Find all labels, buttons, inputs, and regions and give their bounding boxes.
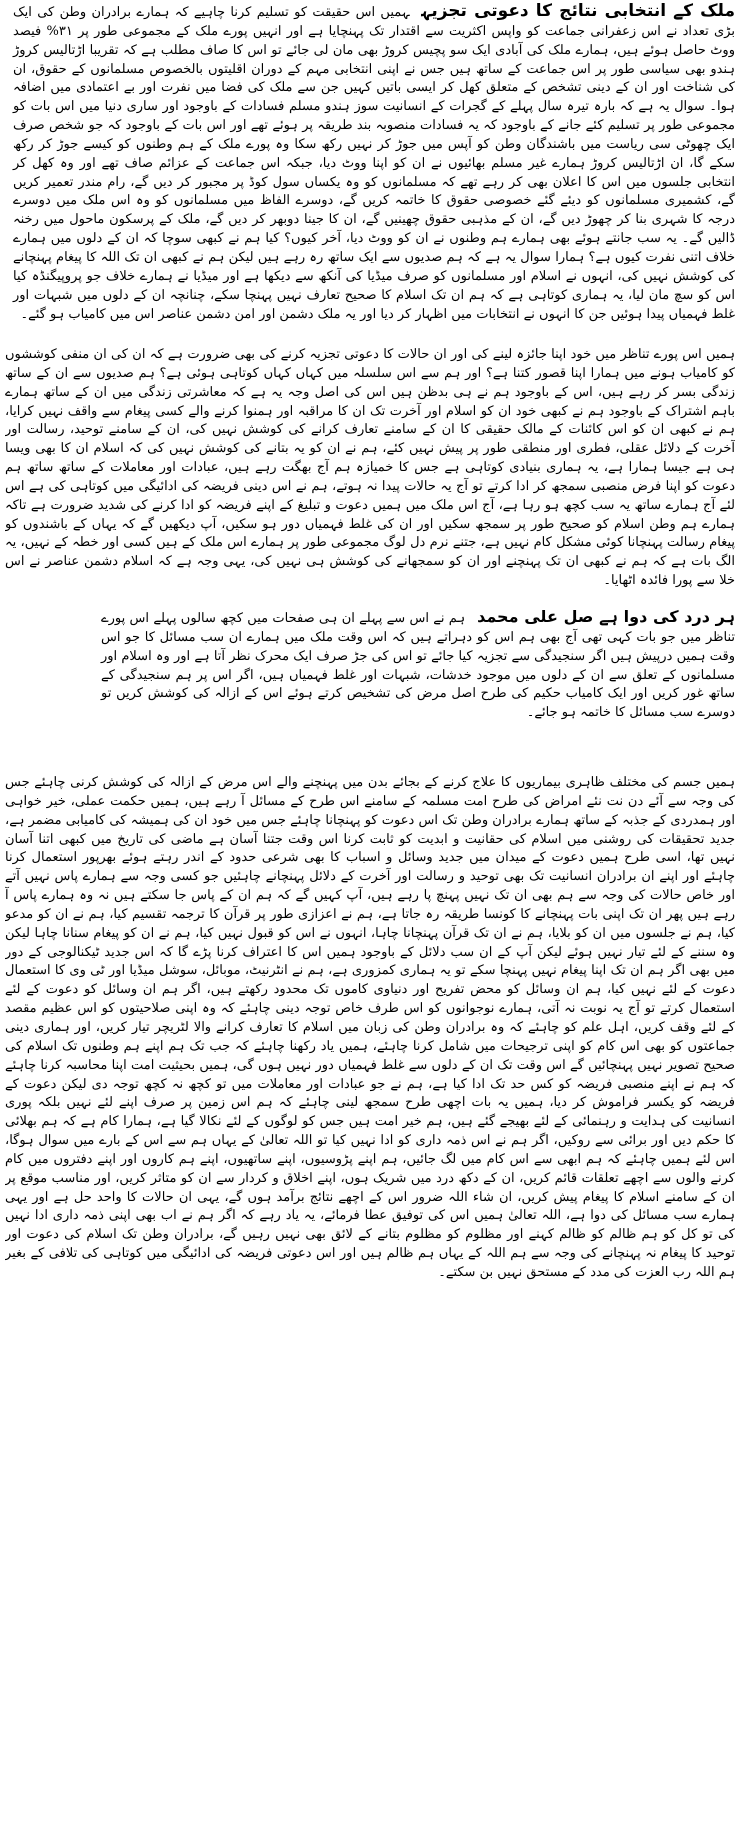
article-lead-section — [5, 2, 735, 342]
fourth-section — [5, 774, 735, 1824]
sub-headline: ہر درد کی دوا ہے صل علی محمد — [477, 608, 735, 626]
fourth-paragraph: ہمیں جسم کی مختلف ظاہری بیماریوں کا علاج کرنے کے بجائے بدن میں پہنچنے والے اس مرض کے ازالہ کی کوشش کرنی چاہئے جس کی وجہ سے آئے دن نت نئے امراض کی طرح امت مسلمہ کے سامنے اس طرح کے مسائل آ رہے ہیں، ہمیں حکمت عملی، خیر خواہی اور ہمدردی کے جذبہ کے ساتھ ہمارے برادران وطن تک اس دعوت کو پہنچانا چاہئے جس میں خود ان کی ہمیشہ کی کامیابی مضمر ہے، جدید تحقیقات کی روشنی میں اسلام کی حقانیت و ابدیت کو ثابت کرنا اس وقت جتنا آسان ہے ماضی کی تاریخ میں کبھی اتنا آسان نہیں تھا، اسی طرح ہمیں دعوت کے میدان میں جدید وسائل و اسباب کا بھی شرعی حدود کے اندر رہتے ہوئے بھرپور استعمال کرنا چاہئے اور اپنے ان برادران انسانیت تک بھی توحید و رسالت اور آخرت کے دلائل پہنچانے چاہئیں جو کسی وجہ سے ہمارے پاس نہیں آتے اور خاص حالات کی وجہ سے ہم بھی ان تک نہیں پہنچ پا رہے ہیں، آپ کہیں گے کہ ہم ان کے پاس جا سکتے ہیں نہ وہ ہمارے پاس آ رہے ہیں پھر ان تک اپنی بات پہنچانے کا کونسا طریقہ رہ جاتا ہے، ہم نے اعزازی طور پر قرآن کا ترجمہ تقسیم کیا، ہم نے ان کو مدعو کیا، ہم نے جلسوں میں ان کو بلایا، ہم نے ان تک قرآن پہنچانا چاہا، انہوں نے اس کو قبول نہیں کیا، ہم نے ان کو پیغام سنانا چاہا لیکن وہ سننے کے لئے تیار نہیں ہوئے لیکن آپ کے ان سب دلائل کے باوجود ہمیں اس کا اعتراف کرنا پڑے گا کہ اس جدید ٹیکنالوجی کے دور میں بھی اگر ہم ان تک اپنا پیغام نہیں پہنچا سکے تو یہ ہماری کمزوری ہے، ہم نے انٹرنیٹ، موبائل، سوشل میڈیا اور ٹی وی کا استعمال دعوت کے لئے نہیں کیا، ہم ان وسائل کو محض تفریح اور دنیاوی کاموں تک محدود رکھتے ہیں، اگر ہم ان وسائل کو دعوت کے لئے استعمال کرتے تو آج یہ نوبت نہ آتی، ہمارے نوجوانوں کو اس طرف خاص توجہ دینی چاہئے کہ وہ اپنی صلاحیتوں کو اس عظیم مقصد کے لئے وقف کریں، اہل علم کو چاہئے کہ وہ برادران وطن کی زبان میں اسلام کا تعارف کرانے والا لٹریچر تیار کریں، اور ہماری دینی جماعتوں کو بھی اس کام کو اپنی ترجیحات میں شامل کرنا چاہئے، ہمیں یاد رکھنا چاہئے کہ جب تک ہم اپنے ہم وطنوں تک اسلام کی صحیح تصویر نہیں پہنچائیں گے اس وقت تک ان کے دلوں سے غلط فہمیاں دور نہیں ہوں گی، ہمیں بحیثیت امت اپنا محاسبہ کرنا چاہئے کہ ہم نے اپنے منصبی فریضہ کو کس حد تک ادا کیا ہے، ہم نے جو عبادات اور معاملات میں تو کچھ نہ کچھ توجہ دی لیکن دعوت کے فریضہ کو یکسر فراموش کر دیا، ہمیں یہ بات اچھی طرح سمجھ لینی چاہئے کہ ہم اس زمین پر صرف اپنے لئے نہیں بلکہ پوری انسانیت کی ہدایت و رہنمائی کے لئے بھیجے گئے ہیں، ہم خیر امت ہیں جس کو لوگوں کے لئے نکالا گیا ہے، ہمارا کام ہے کہ ہم بھلائی کا حکم دیں اور برائی سے روکیں، اگر ہم نے اس ذمہ داری کو ادا نہیں کیا تو اللہ تعالیٰ کے یہاں ہم سے اس کے بارے میں سوال ہوگا، اس لئے ہمیں چاہئے کہ ہم ابھی سے اس کام میں لگ جائیں، ہم اپنے پڑوسیوں، اپنے ساتھیوں، اپنے ہم کاروں اور اپنے دفتروں میں کام کرنے والوں سے اچھے تعلقات قائم کریں، ان کے دکھ درد میں شریک ہوں، اپنے اخلاق و کردار سے ان کو متاثر کریں، اور مناسب موقع پر ان کے سامنے اسلام کا پیغام پیش کریں، ان شاء اللہ ضرور اس کے اچھے نتائج برآمد ہوں گے، یہی ان حالات کا واحد حل ہے اور یہی ہمارے سب مسائل کی دوا ہے، اللہ تعالیٰ ہمیں اس کی توفیق عطا فرمائے، یہ یاد رہے کہ اگر ہم نے اب بھی اپنی ذمہ داری ادا نہیں کی تو کل کو ہم ظالم کو ظالم کہنے اور مظلوم کو مظلوم بتانے کے لائق بھی نہیں رہیں گے، برادران وطن تک اسلام کی دعوت اور توحید کا پیغام نہ پہنچانے کی وجہ سے ہم اللہ کے یہاں ہم ظالم ہیں اور اس دعوتی فریضہ کی ادائیگی میں کوتاہی کی تلافی کے بغیر ہم اللہ رب العزت کی مدد کے مستحق نہیں بن سکتے۔ — [5, 775, 735, 1280]
second-paragraph: ہمیں اس پورے تناظر میں خود اپنا جائزہ لینے کی اور ان حالات کا دعوتی تجزیہ کرنے کی بھی ضرورت ہے کہ ان کی ان منفی کوششوں کو کامیاب ہونے میں ہمارا اپنا قصور کتنا ہے؟ اور ہم سے اس سلسلہ میں کہاں کہاں کوتاہی ہوئی ہے؟ ہم صدیوں سے ان کے ساتھ زندگی بسر کر رہے ہیں، اس کے باوجود ہم نے ہی بدظن ہیں اس کی اصل وجہ یہ ہے کہ معاشرتی زندگی میں ان کے ساتھ ہمارے باہم اشتراک کے باوجود ہم نے کبھی خود ان کو اسلام اور آخرت تک ان کا مراقبہ اور ہمنوا کرنے والے کسی پیغام سے واقف نہیں کرایا، ہم نے کبھی ان کو اس کائنات کے مالک حقیقی کا ان کے سامنے تعارف کرانے کی کوشش نہیں کی، ان کے سامنے توحید، رسالت اور آخرت کے دلائل عقلی، فطری اور منطقی طور پر پیش نہیں کئے، ہم نے ان کو یہ بتانے کی کوشش نہیں کی کہ اسلام ان کا بھی ویسا ہی ہے جیسا ہمارا ہے، یہ ہماری بنیادی کوتاہی ہے جس کا خمیازہ ہم آج بھگت رہے ہیں، عبادات اور معاملات کے ساتھ ساتھ ہم دعوت کو اپنا فرض منصبی سمجھ کر ادا کرتے تو آج یہ حالات پیدا نہ ہوتے، ہم نے اس دینی فریضہ کی ادائیگی میں کوتاہی کی ہے اس لئے آج ہمارے ساتھ یہ سب کچھ ہو رہا ہے، آج اس ملک میں ہمیں دعوت و تبلیغ کے اپنے فریضہ کو ادا کرنے کی شدید ضرورت ہے تاکہ ہمارے ہم وطن اسلام کو صحیح طور پر سمجھ سکیں اور ان کی غلط فہمیاں دور ہو سکیں، آپ دیکھیں گے کہ یہاں کے باشندوں کو پیغام رسالت پہنچانا کوئی مشکل کام نہیں ہے، جتنے نرم دل لوگ مجموعی طور پر ہمارے اس ملک کے ہیں کسی اور خطہ کے نہیں، یہ الگ بات ہے کہ ہم نے کبھی ان تک پہنچنے اور ان کو سمجھانے کی کوشش ہی نہیں کی، یہی وجہ ہے کہ اسلام دشمن عناصر نے اس خلا سے پورا فائدہ اٹھایا۔ — [5, 347, 735, 589]
lead-paragraph — [13, 2, 735, 324]
third-paragraph-block — [101, 608, 735, 723]
lead-text: ہمیں اس حقیقت کو تسلیم کرنا چاہیے کہ ہمارے برادران وطن کی ایک بڑی تعداد نے اس زعفرانی جماعت کو واپس اکثریت سے اقتدار تک پہنچایا ہے اور انہیں پورے ملک کے مجموعی طور پر ۳۱% فیصد ووٹ حاصل ہوئے ہیں، ہمارے ملک کی آبادی ایک سو پچیس کروڑ بھی مان لی جائے تو اس کا صاف مطلب ہے کہ تقریبا اڑتالیس کروڑ ہندو بھی سیاسی طور پر اس جماعت کے ساتھ ہیں جس نے اپنی انتخابی مہم کے دوران اقلیتوں بالخصوص مسلمانوں کے حقوق، ان کی شناخت اور ان کے دینی تشخص کے متعلق کھل کر ایسی باتیں کہیں جن سے ملک کی فضا میں نفرت اور بے اعتمادی میں اضافہ ہوا۔ سوال یہ ہے کہ بارہ تیرہ سال پہلے کے گجرات کے انسانیت سوز ہندو مسلم فسادات کے باوجود اور ساری دنیا میں اس بات کو مجموعی طور پر تسلیم کئے جانے کے باوجود کہ یہ فسادات منصوبہ بند طریقہ پر ہوئے تھے اور اس بات کے باوجود کہ جو شخص صرف ایک چھوٹی سی ریاست میں باشندگان وطن کو آپس میں جوڑ کر نہیں رکھ سکا وہ پورے ملک کے ہم وطنوں کو کیسے جوڑ کر رکھ سکے گا، ان اڑتالیس کروڑ ہمارے غیر مسلم بھائیوں نے ان کو اپنا ووٹ دیا، جبکہ اس جماعت کے عزائم صاف تھے اور وہ کھل کر انتخابی جلسوں میں اس کا اعلان بھی کر رہے تھے کہ مسلمانوں کو وہ یکساں سول کوڈ پر مجبور کر دیں گے، رام مندر تعمیر کریں گے، کشمیری مسلمانوں کو دیئے گئے خصوصی حقوق کا خاتمہ کریں گے، دوسرے الفاظ میں مسلمانوں کو وہ اس ملک میں دوسرے درجہ کا شہری بنا کر چھوڑ دیں گے، ان کے مذہبی حقوق چھینیں گے، ان کا جینا دوبھر کر دیں گے، ملک کے پرسکون ماحول میں رخنہ ڈالیں گے۔ یہ سب جانتے ہوئے بھی ہمارے ہم وطنوں نے ان کو ووٹ دیا، آخر کیوں؟ کیا ہم نے کبھی سوچا کہ ان کے دلوں میں ہمارے خلاف اتنی نفرت کیوں ہے؟ ہمارا سوال یہ ہے کہ ہم صدیوں سے ایک ساتھ رہ رہے ہیں لیکن ہم نے کبھی ان تک اللہ کا پیغام پہنچانے کی کوشش نہیں کی، انہوں نے اسلام اور مسلمانوں کو صرف میڈیا کی آنکھ سے دیکھا ہے اور میڈیا نے ہمارے خلاف جو پروپیگنڈہ کیا اس کو سچ مان لیا، یہ ہماری کوتاہی ہے کہ ہم ان تک اسلام کا صحیح تعارف نہیں پہنچا سکے، چنانچہ ان کے دلوں میں شبہات اور غلط فہمیاں پیدا ہوئیں جن کا انہوں نے انتخابات میں اظہار کر دیا اور یہ ملک دشمن اور امن دشمن عناصر اس میں کامیاب ہو گئے۔ — [13, 5, 735, 322]
third-section — [5, 608, 735, 766]
second-section — [5, 346, 735, 604]
article-headline: ملک کے انتخابی نتائج کا دعوتی تجزیہ — [421, 2, 735, 21]
third-paragraph: ہم نے اس سے پہلے ان ہی صفحات میں کچھ سالوں پہلے اس پورے تناظر میں جو بات کہی تھی آج بھی ہم اس کو دہراتے ہیں کہ اس وقت ملک میں ہمارے ان سب مسائل کا جو اس وقت ہمیں درپیش ہیں اگر سنجیدگی سے تجزیہ کیا جائے تو اس کی جڑ صرف ایک محرک نظر آتا ہے اور وہ اسلام اور مسلمانوں کے تعلق سے ان کے دلوں میں موجود خدشات، شبہات اور غلط فہمیاں ہیں، اگر اس پر ہم سنجیدگی کے ساتھ غور کریں اور ایک کامیاب حکیم کی طرح اصل مرض کی تشخیص کرتے ہوئے اس کے ازالہ کی کوشش کریں تو دوسرے سب مسائل کا خاتمہ ہو جائے۔ — [101, 611, 735, 721]
